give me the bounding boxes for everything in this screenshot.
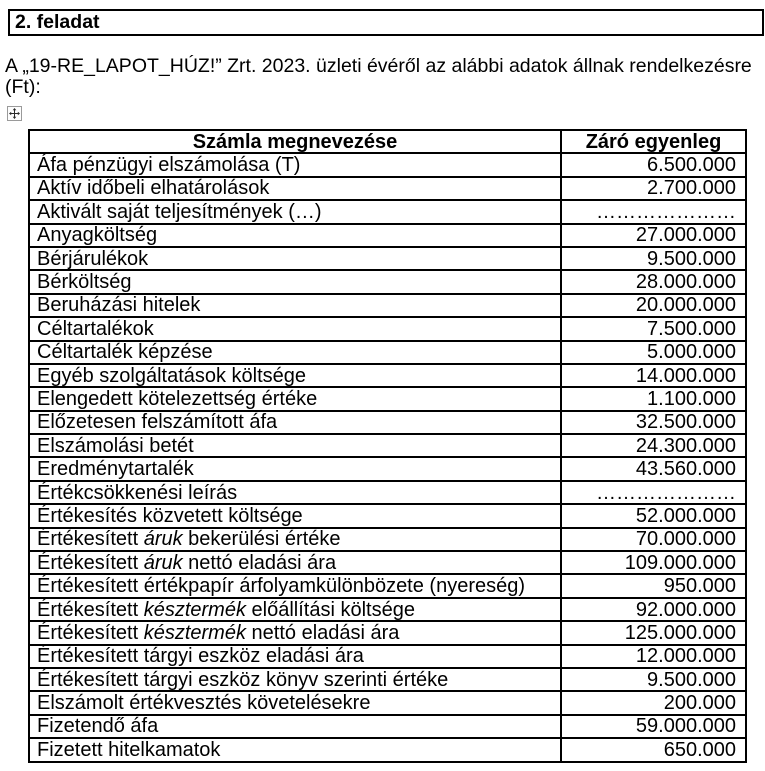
account-name-cell: Értékesített áruk nettó eladási ára (29, 551, 561, 574)
closing-balance-cell: ………………… (561, 481, 746, 504)
task-header-title: 2. feladat (15, 11, 100, 33)
closing-balance-cell: 92.000.000 (561, 598, 746, 621)
table-row (29, 504, 746, 527)
closing-balance-cell: 650.000 (561, 738, 746, 761)
table-row (29, 364, 746, 387)
account-name-cell: Elszámolási betét (29, 434, 561, 457)
table-row (29, 715, 746, 738)
account-name-cell: Egyéb szolgáltatások költsége (29, 364, 561, 387)
closing-balance-cell: 24.300.000 (561, 434, 746, 457)
table-row (29, 317, 746, 340)
table-row (29, 621, 746, 644)
table-row (29, 691, 746, 714)
account-name-cell: Értékesítés közvetett költsége (29, 504, 561, 527)
table-row (29, 668, 746, 691)
closing-balance-cell: 950.000 (561, 574, 746, 597)
closing-balance-cell: 109.000.000 (561, 551, 746, 574)
closing-balance-cell: 43.560.000 (561, 457, 746, 480)
table-row (29, 294, 746, 317)
account-name-cell: Értékesített tárgyi eszköz könyv szerinti értéke (29, 668, 561, 691)
account-name-cell: Értékesített értékpapír árfolyamkülönbözete (nyereség) (29, 574, 561, 597)
closing-balance-cell: 1.100.000 (561, 387, 746, 410)
closing-balance-cell: 32.500.000 (561, 411, 746, 434)
table-move-handle[interactable] (7, 106, 22, 121)
account-name-cell: Áfa pénzügyi elszámolása (T) (29, 153, 561, 176)
closing-balance-cell: 70.000.000 (561, 528, 746, 551)
table-row (29, 598, 746, 621)
table-header-row (29, 130, 746, 153)
move-cross-icon (9, 108, 20, 119)
accounts-table (28, 129, 747, 763)
table-row (29, 200, 746, 223)
account-name-cell: Bérjárulékok (29, 247, 561, 270)
accounts-table-body (29, 153, 746, 761)
table-row (29, 434, 746, 457)
table-row (29, 411, 746, 434)
intro-paragraph: A „19-RE_LAPOT_HÚZ!” Zrt. 2023. üzleti évéről az alábbi adatok állnak rendelkezésre (Ft): (5, 55, 752, 98)
closing-balance-cell: 125.000.000 (561, 621, 746, 644)
closing-balance-cell: 7.500.000 (561, 317, 746, 340)
task-header-box (8, 9, 764, 36)
account-name-cell: Céltartalék képzése (29, 341, 561, 364)
table-row (29, 177, 746, 200)
closing-balance-cell: 52.000.000 (561, 504, 746, 527)
account-name-cell: Aktív időbeli elhatárolások (29, 177, 561, 200)
account-name-cell: Anyagköltség (29, 224, 561, 247)
closing-balance-cell: 2.700.000 (561, 177, 746, 200)
closing-balance-cell: 5.000.000 (561, 341, 746, 364)
table-row (29, 645, 746, 668)
account-name-cell: Fizetett hitelkamatok (29, 738, 561, 761)
account-name-cell: Elengedett kötelezettség értéke (29, 387, 561, 410)
table-row (29, 270, 746, 293)
table-row (29, 341, 746, 364)
closing-balance-cell: 14.000.000 (561, 364, 746, 387)
account-name-cell: Eredménytartalék (29, 457, 561, 480)
account-name-cell: Bérköltség (29, 270, 561, 293)
table-row (29, 457, 746, 480)
closing-balance-cell: 200.000 (561, 691, 746, 714)
closing-balance-cell: 9.500.000 (561, 668, 746, 691)
account-name-cell: Elszámolt értékvesztés követelésekre (29, 691, 561, 714)
table-row (29, 528, 746, 551)
account-name-cell: Előzetesen felszámított áfa (29, 411, 561, 434)
table-row (29, 551, 746, 574)
account-name-cell: Értékesített áruk bekerülési értéke (29, 528, 561, 551)
column-header-closing-balance: Záró egyenleg (561, 130, 746, 153)
closing-balance-cell: 27.000.000 (561, 224, 746, 247)
account-name-cell: Értékesített késztermék nettó eladási ára (29, 621, 561, 644)
account-name-cell: Értékcsökkenési leírás (29, 481, 561, 504)
account-name-cell: Aktivált saját teljesítmények (…) (29, 200, 561, 223)
closing-balance-cell: 12.000.000 (561, 645, 746, 668)
account-name-cell: Beruházási hitelek (29, 294, 561, 317)
table-row (29, 387, 746, 410)
column-header-account-name: Számla megnevezése (29, 130, 561, 153)
closing-balance-cell: 59.000.000 (561, 715, 746, 738)
closing-balance-cell: 20.000.000 (561, 294, 746, 317)
closing-balance-cell: 9.500.000 (561, 247, 746, 270)
account-name-cell: Céltartalékok (29, 317, 561, 340)
closing-balance-cell: 6.500.000 (561, 153, 746, 176)
table-row (29, 247, 746, 270)
closing-balance-cell: ………………… (561, 200, 746, 223)
closing-balance-cell: 28.000.000 (561, 270, 746, 293)
table-row (29, 738, 746, 761)
table-row (29, 481, 746, 504)
table-row (29, 153, 746, 176)
table-row (29, 574, 746, 597)
table-row (29, 224, 746, 247)
account-name-cell: Értékesített tárgyi eszköz eladási ára (29, 645, 561, 668)
account-name-cell: Fizetendő áfa (29, 715, 561, 738)
account-name-cell: Értékesített késztermék előállítási költsége (29, 598, 561, 621)
